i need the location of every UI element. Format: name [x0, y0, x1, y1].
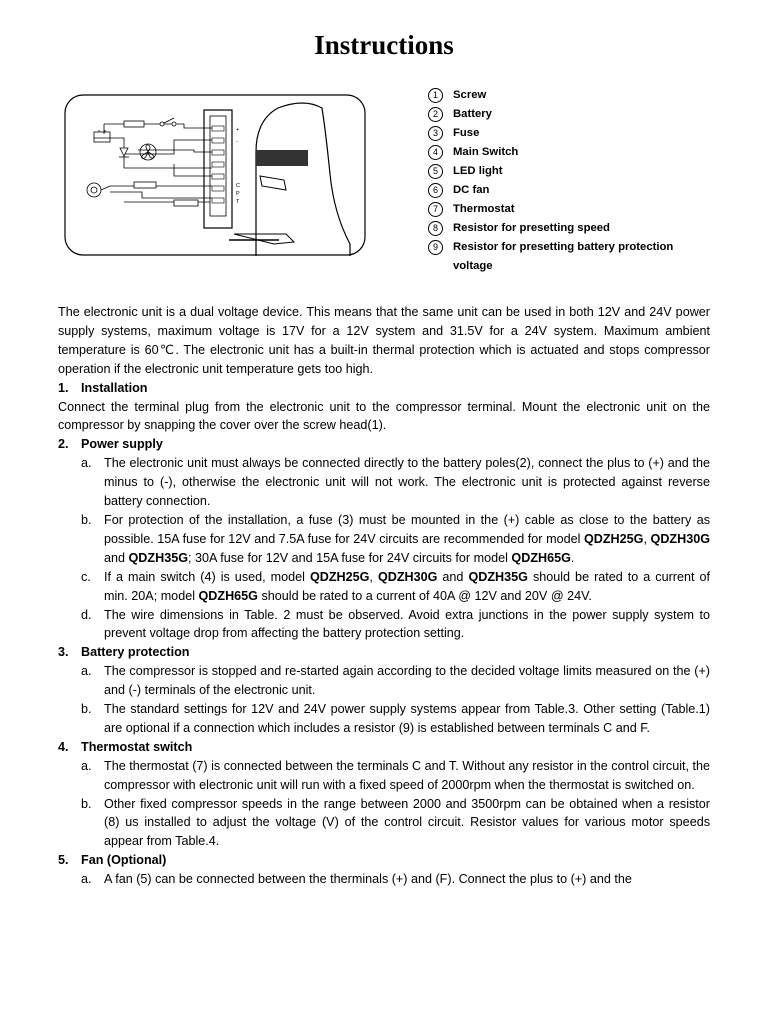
item-text: The standard settings for 12V and 24V power supply systems appear from Table.3. Other setting (Table.1) are optional if a connection which includes a resistor (9) is established between terminals C and F.: [104, 702, 710, 735]
legend-number: 4: [428, 145, 443, 160]
item-letter: a.: [81, 872, 92, 887]
battery-symbol: [94, 130, 110, 142]
section-heading-fan: [58, 851, 710, 870]
section-title: Power supply: [81, 437, 163, 452]
legend-number: 5: [428, 164, 443, 179]
item-text: .: [570, 550, 575, 565]
terminal-label: +: [236, 127, 240, 133]
compressor-shape: [256, 103, 350, 256]
item-text: The compressor is stopped and re-started again according to the decided voltage limits measured on the (+) and (-) terminals of the electronic unit.: [104, 664, 710, 698]
component-legend: [428, 86, 715, 276]
model-name: QDZH35G: [468, 569, 528, 584]
section-number: 1.: [58, 380, 69, 395]
led-symbol: [119, 148, 129, 157]
instructions-body: [58, 303, 710, 889]
thermostat-symbol: [87, 183, 110, 197]
fan-symbol: [140, 144, 156, 160]
item-letter: a.: [81, 664, 92, 679]
legend-number: 9: [428, 240, 443, 255]
fuse-symbol: [124, 121, 144, 127]
model-name: QDZH65G: [511, 550, 571, 565]
legend-label: DC fan: [453, 184, 490, 196]
legend-label: Fuse: [453, 127, 480, 139]
section-heading-installation: [58, 379, 710, 398]
item-text: ,: [643, 531, 651, 546]
item-text: Other fixed compressor speeds in the range between 2000 and 3500rpm can be obtained when a resistor (8) us installed to adjust the voltage (V) of the control circuit. Resistor values for various motor speeds appear from Table.4.: [104, 796, 710, 849]
section-number: 4.: [58, 739, 69, 754]
item-text: ,: [369, 569, 378, 584]
legend-item: [428, 143, 715, 162]
item-letter: b.: [81, 512, 92, 527]
legend-item: [428, 181, 715, 200]
section-heading-battery-protection: [58, 643, 710, 662]
model-name: QDZH25G: [583, 531, 644, 546]
list-item: [58, 511, 710, 568]
item-text: and: [437, 569, 469, 584]
item-text: should be rated to a current of 40A @ 12V and 20V @ 24V.: [257, 588, 592, 603]
wiring-diagram: [64, 94, 366, 256]
section-number: 3.: [58, 645, 69, 660]
list-item: [58, 662, 710, 700]
item-letter: a.: [81, 758, 92, 773]
legend-number: 7: [428, 202, 443, 217]
item-text: The electronic unit must always be connected directly to the battery poles(2), connect the plus to (+) and the minus to (-), otherwise the electronic unit will not work. The electronic unit is protected against reverse battery connection.: [104, 456, 710, 509]
item-text: For protection of the installation, a fuse (3) must be mounted in the (+) cable as close to the battery as possible. 15A fuse for 12V and 7.5A fuse for 24V circuits are recommended for model: [104, 512, 710, 546]
section-title: Installation: [81, 380, 148, 395]
legend-label: LED light: [453, 165, 503, 177]
legend-number: 1: [428, 88, 443, 103]
item-text: ; 30A fuse for 12V and 15A fuse for 24V circuits for model: [188, 550, 512, 565]
item-letter: a.: [81, 456, 92, 471]
section-number: 5.: [58, 853, 69, 868]
legend-number: 6: [428, 183, 443, 198]
item-letter: c.: [81, 569, 91, 584]
legend-label: Battery: [453, 108, 492, 120]
section-title: Thermostat switch: [81, 739, 193, 754]
legend-item: [428, 105, 715, 124]
resistor-protection-symbol: [174, 200, 198, 206]
legend-number: 8: [428, 221, 443, 236]
legend-item: [428, 86, 715, 105]
terminal-label: -: [236, 139, 238, 145]
section-number: 2.: [58, 437, 69, 452]
section-title: Fan (Optional): [81, 853, 167, 868]
list-item: [58, 454, 710, 511]
section-title: Battery protection: [81, 645, 190, 660]
item-letter: b.: [81, 702, 92, 717]
list-item: [58, 700, 710, 738]
item-text: The thermostat (7) is connected between the terminals C and T. Without any resistor in the control circuit, the compressor with electronic unit will run with a fixed speed of 2000rpm when the thermostat is switched on.: [104, 758, 710, 792]
legend-item: [428, 219, 715, 238]
section-heading-thermostat-switch: [58, 738, 710, 757]
resistor-speed-symbol: [134, 182, 156, 188]
item-letter: b.: [81, 796, 92, 811]
legend-item: [428, 200, 715, 219]
terminal-label: T: [236, 199, 240, 205]
list-item: [58, 795, 710, 852]
legend-label: Main Switch: [453, 146, 519, 158]
legend-item: [428, 162, 715, 181]
item-text: If a main switch (4) is used, model: [104, 569, 310, 584]
legend-number: 3: [428, 126, 443, 141]
item-text: The wire dimensions in Table. 2 must be observed. Avoid extra junctions in the power supply system to prevent voltage drop from affecting the battery protection setting.: [104, 607, 710, 641]
legend-label: Resistor for presetting battery protection voltage: [453, 241, 674, 272]
list-item: [58, 870, 710, 889]
legend-item: [428, 124, 715, 143]
legend-label: Resistor for presetting speed: [453, 222, 610, 234]
section-heading-power-supply: [58, 435, 710, 454]
page-title: Instructions: [314, 30, 454, 60]
model-name: QDZH30G: [377, 569, 438, 584]
list-item: [58, 757, 710, 795]
list-item: [58, 606, 710, 644]
item-text: A fan (5) can be connected between the therminals (+) and (F). Connect the plus to (+) and the: [104, 872, 632, 887]
model-name: QDZH25G: [309, 569, 370, 584]
legend-number: 2: [428, 107, 443, 122]
list-item: [58, 568, 710, 606]
installation-paragraph: Connect the terminal plug from the electronic unit to the compressor terminal. Mount the electronic unit on the compressor by snapping the cover over the screw head(1).: [58, 399, 710, 433]
model-name: QDZH35G: [128, 550, 188, 565]
terminal-label: P: [236, 191, 240, 197]
item-letter: d.: [81, 607, 92, 622]
item-text: should be rated to a current of min. 20A; model: [104, 569, 711, 603]
model-name: QDZH65G: [198, 588, 258, 603]
terminal-label: C: [236, 183, 240, 189]
legend-label: Screw: [453, 89, 487, 101]
compressor-collar: [256, 150, 308, 166]
legend-label: Thermostat: [453, 203, 515, 215]
model-name: QDZH30G: [650, 531, 711, 546]
switch-symbol: [160, 118, 176, 126]
legend-item: [428, 238, 715, 276]
intro-paragraph: The electronic unit is a dual voltage device. This means that the same unit can be used in both 12V and 24V power supply systems, maximum voltage is 17V for a 12V system and 31.5V for a 24V system. Maximum ambient temperature is 60℃. The electronic unit has a built-in thermal protection which is actuated and stops compressor operation if the electronic unit temperature gets too high.: [58, 305, 710, 376]
item-text: and: [104, 550, 129, 565]
